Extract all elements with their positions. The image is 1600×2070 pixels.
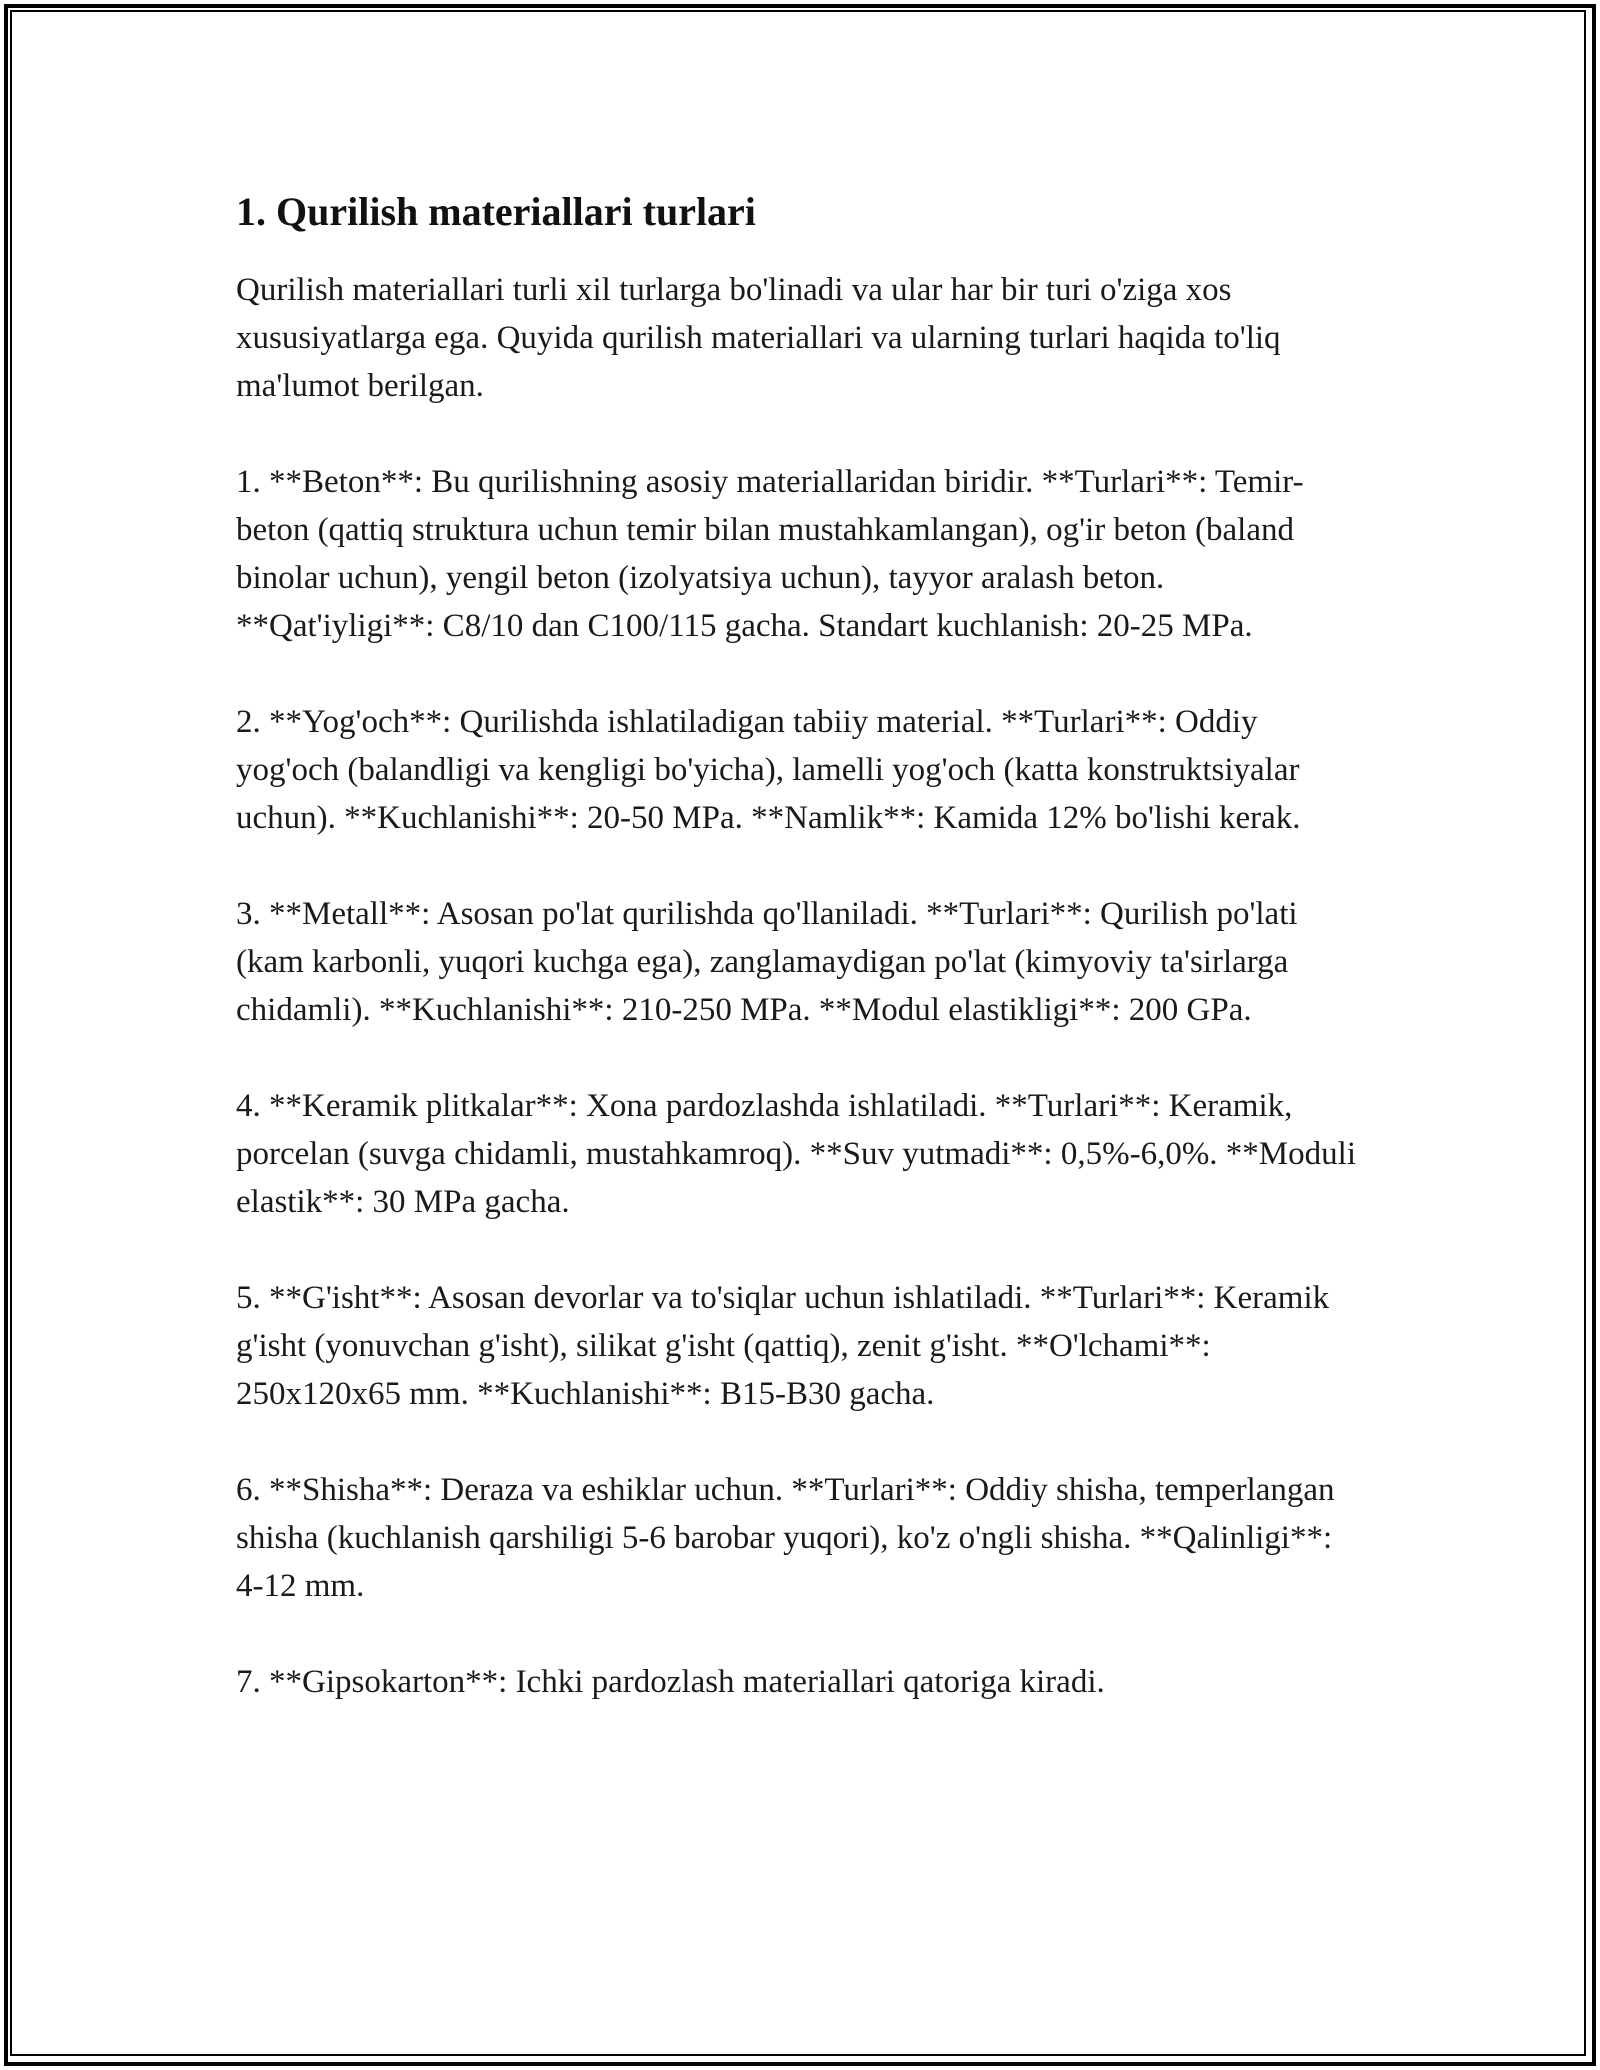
list-item-metall: 3. **Metall**: Asosan po'lat qurilishda qo'llaniladi. **Turlari**: Qurilish po'lati (kam karbonli, yuqori kuchga ega), zanglamaydigan po'lat (kimyoviy ta'sirlarga chidamli). **Kuchlanishi**: 210-250 MPa. **Modul elastikligi**: 200 GPa. <box>236 896 1298 1028</box>
list-item-yogoch: 2. **Yog'och**: Qurilishda ishlatiladigan tabiiy material. **Turlari**: Oddiy yog'och (balandligi va kengligi bo'yicha), lamelli yog'och (katta konstruktsiyalar uchun). **Kuchlanishi**: 20-50 MPa. **Namlik**: Kamida 12% bo'lishi kerak. <box>236 704 1301 836</box>
list-item-gipsokarton: 7. **Gipsokarton**: Ichki pardozlash materiallari qatoriga kiradi. <box>236 1664 1105 1700</box>
section-heading: 1. Qurilish materiallari turlari <box>236 189 756 234</box>
list-item-keramik-plitkalar: 4. **Keramik plitkalar**: Xona pardozlashda ishlatiladi. **Turlari**: Keramik, porcelan (suvga chidamli, mustahkamroq). **Suv yutmadi**: 0,5%-6,0%. **Moduli elastik**: 30 MPa gacha. <box>236 1088 1356 1220</box>
list-item-beton: 1. **Beton**: Bu qurilishning asosiy materiallaridan biridir. **Turlari**: Temir-beton (qattiq struktura uchun temir bilan mustahkamlangan), og'ir beton (baland binolar uchun), yengil beton (izolyatsiya uchun), tayyor aralash beton. **Qat'iyligi**: C8/10 dan C100/115 gacha. Standart kuchlanish: 20-25 MPa. <box>236 464 1304 644</box>
intro-paragraph: Qurilish materiallari turli xil turlarga bo'linadi va ular har bir turi o'ziga xos xususiyatlarga ega. Quyida qurilish materiallari va ularning turlari haqida to'liq ma'lumot berilgan. <box>236 272 1281 404</box>
list-item-gisht: 5. **G'isht**: Asosan devorlar va to'siqlar uchun ishlatiladi. **Turlari**: Keramik g'isht (yonuvchan g'isht), silikat g'isht (qattiq), zenit g'isht. **O'lchami**: 250x120x65 mm. **Kuchlanishi**: B15-B30 gacha. <box>236 1280 1330 1412</box>
list-item-shisha: 6. **Shisha**: Deraza va eshiklar uchun. **Turlari**: Oddiy shisha, temperlangan shisha (kuchlanish qarshiligi 5-6 barobar yuqori), ko'z o'ngli shisha. **Qalinligi**: 4-12 mm. <box>236 1472 1335 1604</box>
document-body <box>236 188 1366 1706</box>
